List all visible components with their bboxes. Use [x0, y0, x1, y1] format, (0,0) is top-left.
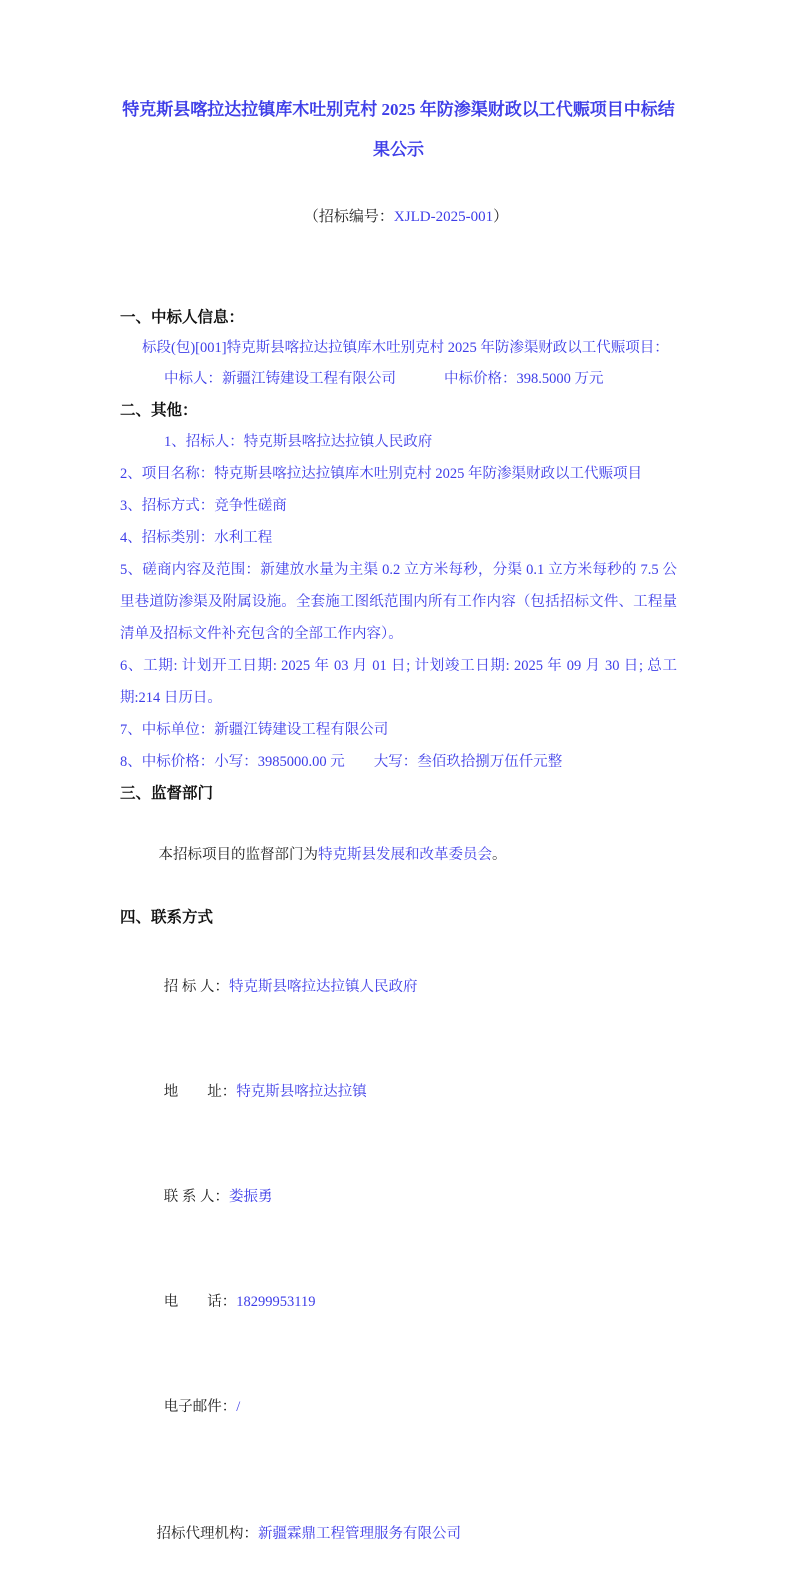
contact-label: 电 话： — [163, 1294, 237, 1310]
supervision-line — [120, 809, 677, 902]
contact-row-address — [120, 1040, 677, 1145]
agency-line — [120, 1482, 677, 1587]
winner-value: 新疆江铸建设工程有限公司 — [222, 371, 396, 387]
tender-number-code: XJLD-2025-001 — [393, 209, 494, 225]
contact-row-phone — [120, 1250, 677, 1355]
list-item-tender-method: 3、招标方式：竞争性磋商 — [120, 498, 287, 514]
other-items-list — [120, 426, 677, 778]
agency-value: 新疆霖鼎工程管理服务有限公司 — [258, 1526, 461, 1542]
contact-label: 地 址： — [163, 1084, 237, 1100]
contact-row-bidder — [120, 935, 677, 1040]
price-field — [444, 364, 604, 395]
contact-label: 电子邮件： — [163, 1399, 237, 1415]
contact-value: / — [236, 1399, 241, 1415]
section-heading-contact: 四、联系方式 — [120, 909, 214, 926]
section-heading-supervision: 三、监督部门 — [120, 785, 214, 802]
list-item-schedule: 6、工期: 计划开工日期: 2025 年 03 月 01 日; 计划竣工日期: 2025 年 09 月 30 日; 总工期:214 日历日。 — [120, 658, 677, 706]
list-item-project-name: 2、项目名称：特克斯县喀拉达拉镇库木吐别克村 2025 年防渗渠财政以工代赈项目 — [120, 466, 642, 482]
lot-description-line: 标段(包)[001]特克斯县喀拉达拉镇库木吐别克村 2025 年防渗渠财政以工代赈项目： — [142, 340, 669, 356]
supervision-prefix: 本招标项目的监督部门为 — [158, 847, 318, 863]
contact-label: 招 标 人： — [163, 979, 229, 995]
price-value: 398.5000 万元 — [516, 371, 604, 387]
supervision-department: 特克斯县发展和改革委员会 — [318, 847, 492, 863]
list-item-tender-category: 4、招标类别：水利工程 — [120, 530, 273, 546]
agency-label: 招标代理机构： — [156, 1526, 258, 1542]
price-label: 中标价格： — [444, 371, 517, 387]
contact-row-person — [120, 1145, 677, 1250]
contact-value: 娄振勇 — [229, 1189, 273, 1205]
contact-value: 18299953119 — [236, 1294, 316, 1310]
tender-number-line — [120, 172, 677, 262]
section-heading-other: 二、其他： — [120, 402, 198, 419]
list-item-winning-unit: 7、中标单位：新疆江铸建设工程有限公司 — [120, 722, 389, 738]
contact-value: 特克斯县喀拉达拉镇人民政府 — [229, 979, 418, 995]
page-title: 特克斯县喀拉达拉镇库木吐别克村 2025 年防渗渠财政以工代赈项目中标结果公示 — [122, 100, 675, 159]
contact-list — [120, 935, 677, 1460]
list-item-bidder: 1、招标人：特克斯县喀拉达拉镇人民政府 — [164, 434, 433, 450]
list-item-scope: 5、磋商内容及范围：新建放水量为主渠 0.2 立方米每秒，分渠 0.1 立方米每秒的 7.5 公里巷道防渗渠及附属设施。全套施工图纸范围内所有工作内容（包括招标文件、工程量清单及招标文件补充包含的全部工作内容）。 — [120, 562, 677, 642]
contact-row-email — [120, 1355, 677, 1460]
contact-value: 特克斯县喀拉达拉镇 — [236, 1084, 367, 1100]
winner-price-line — [120, 364, 677, 395]
winner-label: 中标人： — [164, 371, 222, 387]
list-item-winning-price: 8、中标价格：小写：3985000.00 元 大写：叁佰玖拾捌万伍仟元整 — [120, 754, 563, 770]
tender-number-suffix: ） — [493, 209, 509, 225]
contact-label: 联 系 人： — [163, 1189, 229, 1205]
section-heading-winner-info: 一、中标人信息： — [120, 309, 245, 326]
tender-number-prefix: （招标编号： — [303, 209, 394, 225]
winner-field — [164, 364, 396, 395]
supervision-suffix: 。 — [492, 847, 507, 863]
